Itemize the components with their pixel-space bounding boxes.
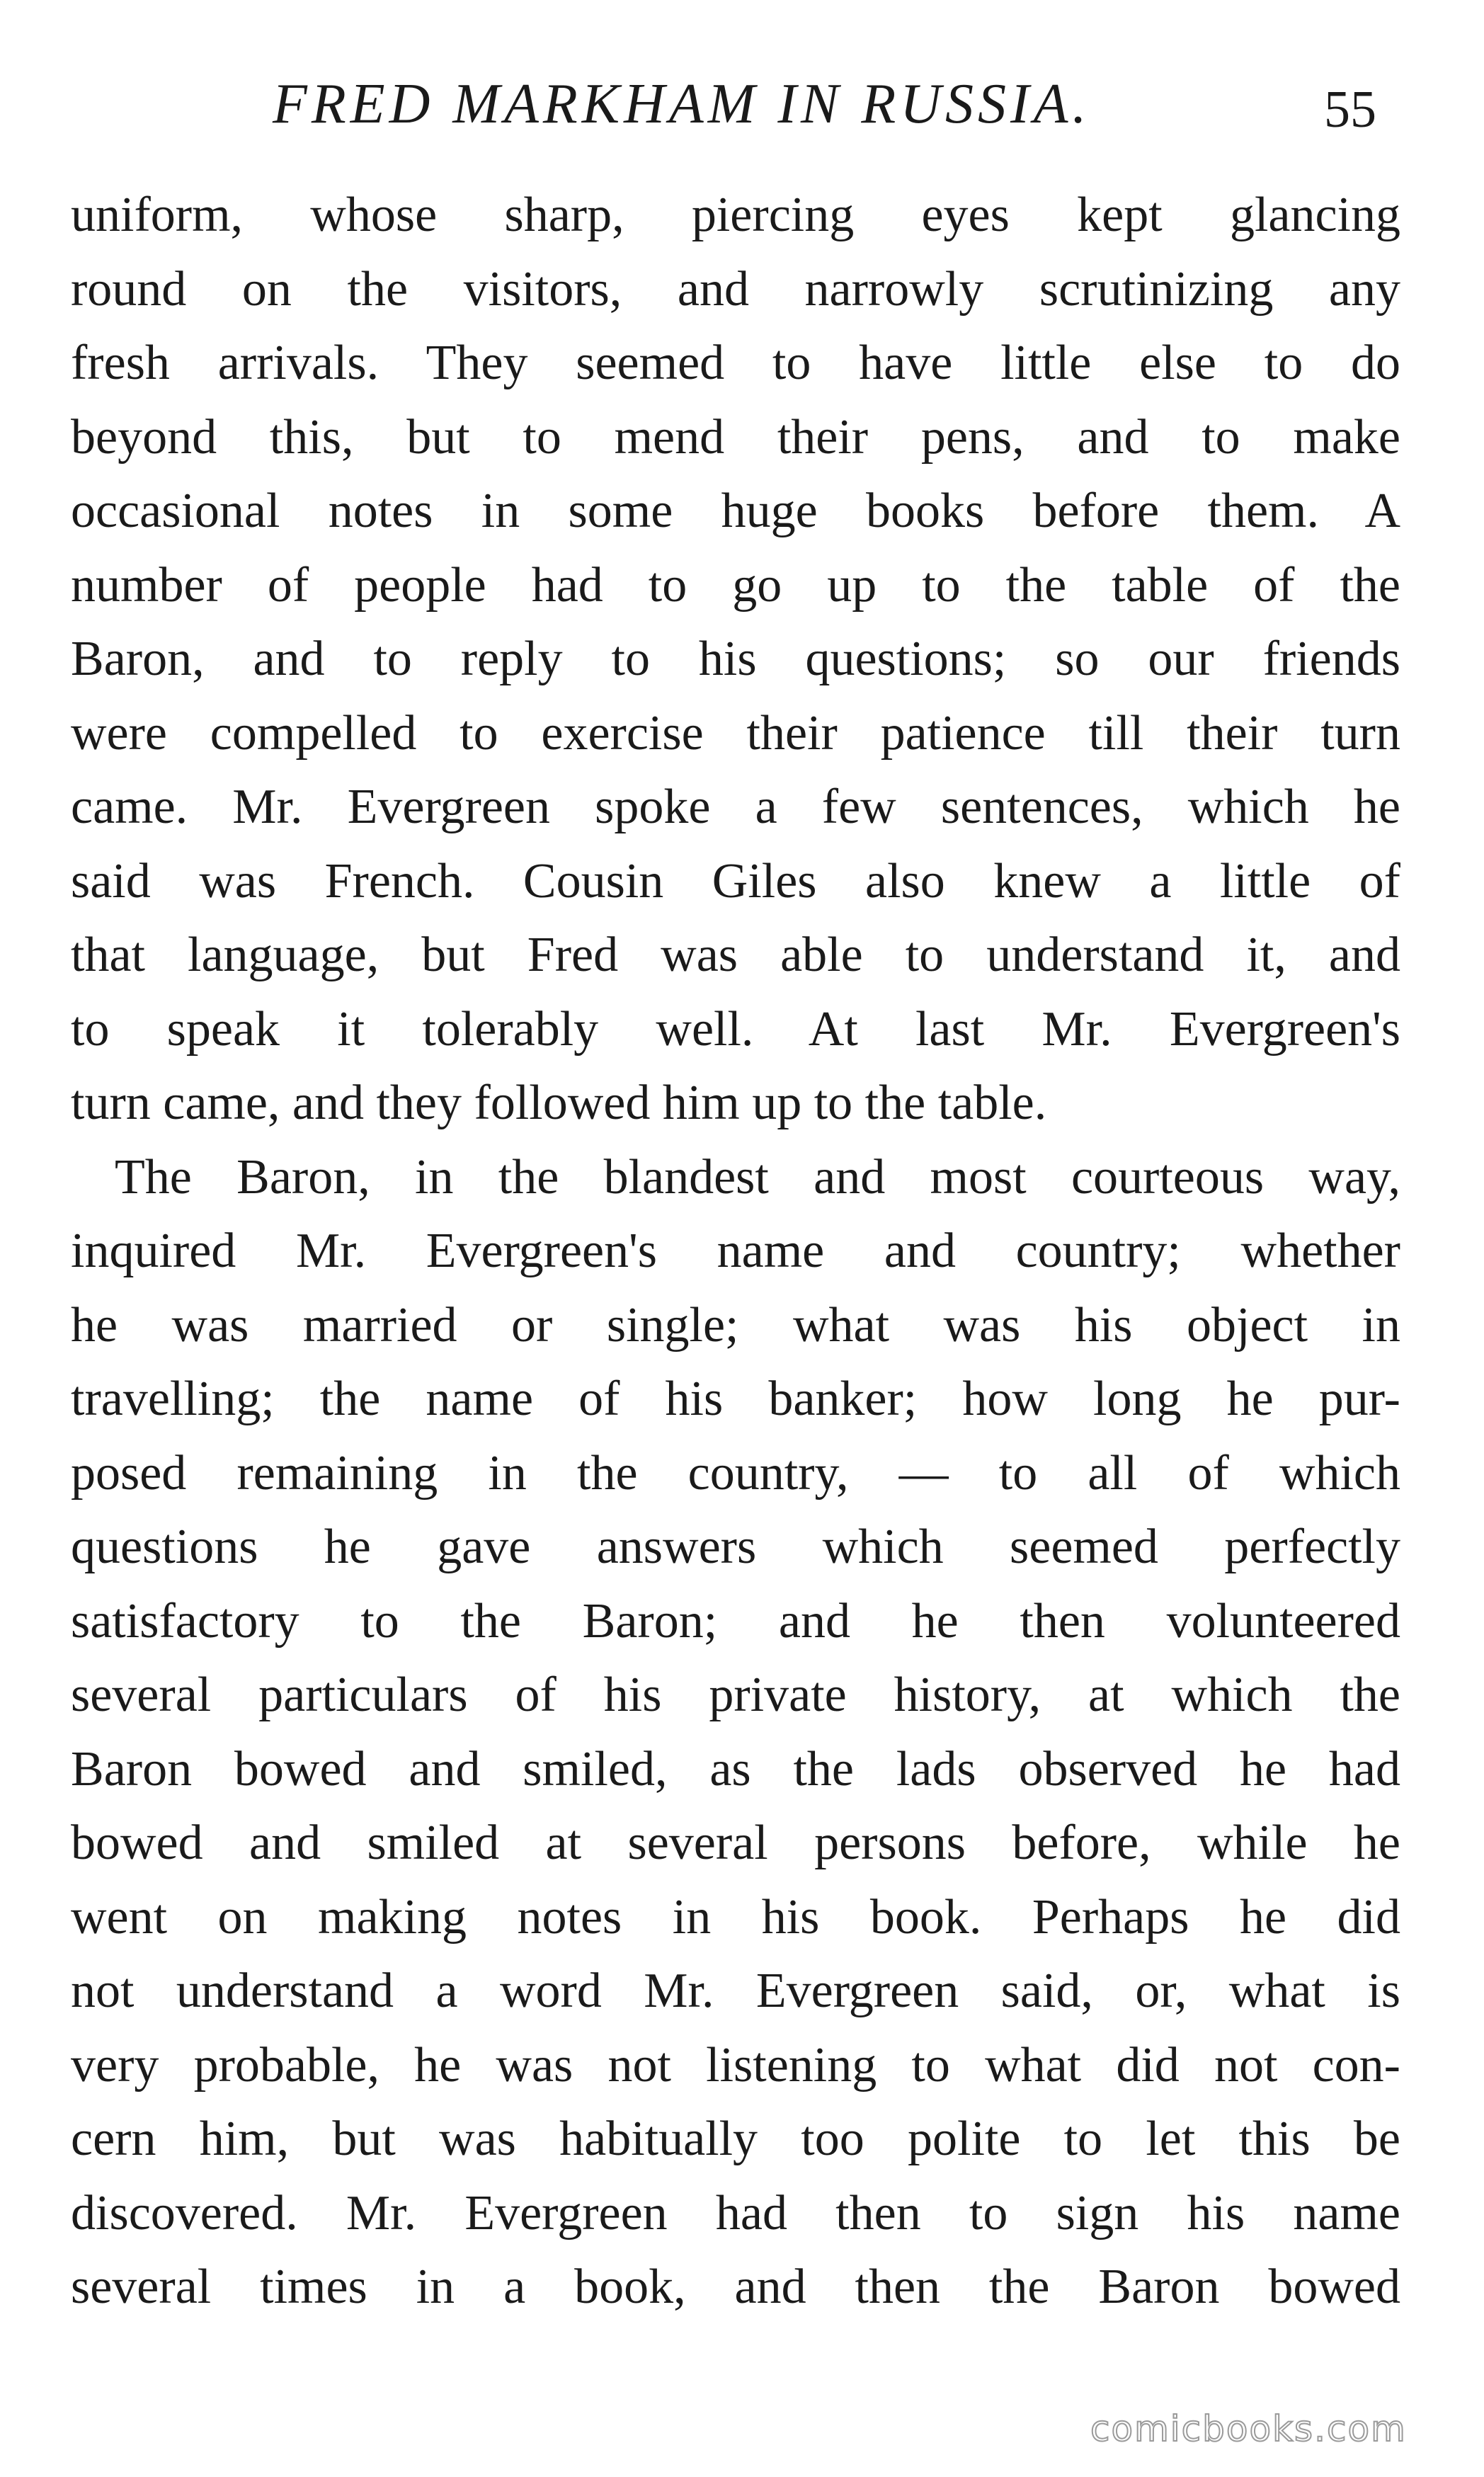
text-line: posed remaining in the country, — to all of which — [71, 1445, 1400, 1501]
text-line: travelling; the name of his banker; how long he pur- — [71, 1372, 1400, 1426]
page-number: 55 — [1324, 81, 1376, 139]
text-line: uniform, whose sharp, piercing eyes kept glancing — [71, 188, 1400, 242]
text-line: to speak it tolerably well. At last Mr. Evergreen's — [71, 1001, 1400, 1057]
text-line: questions he gave answers which seemed perfectly — [71, 1520, 1400, 1574]
text-line: Baron bowed and smiled, as the lads observed he had — [71, 1741, 1400, 1796]
text-line: inquired Mr. Evergreen's name and country; whether — [71, 1224, 1400, 1278]
text-line: that language, but Fred was able to understand it, and — [71, 928, 1400, 982]
text-line: The Baron, in the blandest and most courteous way, — [115, 1149, 1400, 1205]
text-line: bowed and smiled at several persons before, while he — [71, 1816, 1400, 1870]
watermark-logo: comicbooks.com — [1090, 2408, 1407, 2449]
text-line: turn came, and they followed him up to the table. — [71, 1076, 1047, 1130]
text-line: beyond this, but to mend their pens, and to make — [71, 409, 1400, 465]
text-line: not understand a word Mr. Evergreen said, or, what is — [71, 1964, 1400, 2018]
running-title: FRED MARKHAM IN RUSSIA. — [273, 73, 1091, 135]
text-line: very probable, he was not listening to what did not con- — [71, 2037, 1400, 2092]
running-header — [0, 65, 1484, 143]
text-line: several times in a book, and then the Baron bowed — [71, 2260, 1400, 2314]
body-text — [71, 178, 1400, 2325]
text-line: cern him, but was habitually too polite to let this be — [71, 2112, 1400, 2166]
text-line: number of people had to go up to the table of the — [71, 557, 1400, 613]
text-line: came. Mr. Evergreen spoke a few sentences, which he — [71, 780, 1400, 834]
text-line: satisfactory to the Baron; and he then volunteered — [71, 1593, 1400, 1649]
text-line: occasional notes in some huge books before them. A — [71, 484, 1400, 538]
text-line: were compelled to exercise their patience till their turn — [71, 705, 1400, 761]
text-line: went on making notes in his book. Perhaps he did — [71, 1889, 1400, 1944]
text-line: fresh arrivals. They seemed to have little else to do — [71, 336, 1400, 390]
text-line: Baron, and to reply to his questions; so our friends — [71, 632, 1400, 686]
text-line: he was married or single; what was his object in — [71, 1297, 1400, 1353]
text-line: round on the visitors, and narrowly scrutinizing any — [71, 261, 1400, 317]
text-line: several particulars of his private history, at which the — [71, 1668, 1400, 1722]
text-line: said was French. Cousin Giles also knew a little of — [71, 853, 1400, 909]
text-line: discovered. Mr. Evergreen had then to sign his name — [71, 2185, 1400, 2240]
